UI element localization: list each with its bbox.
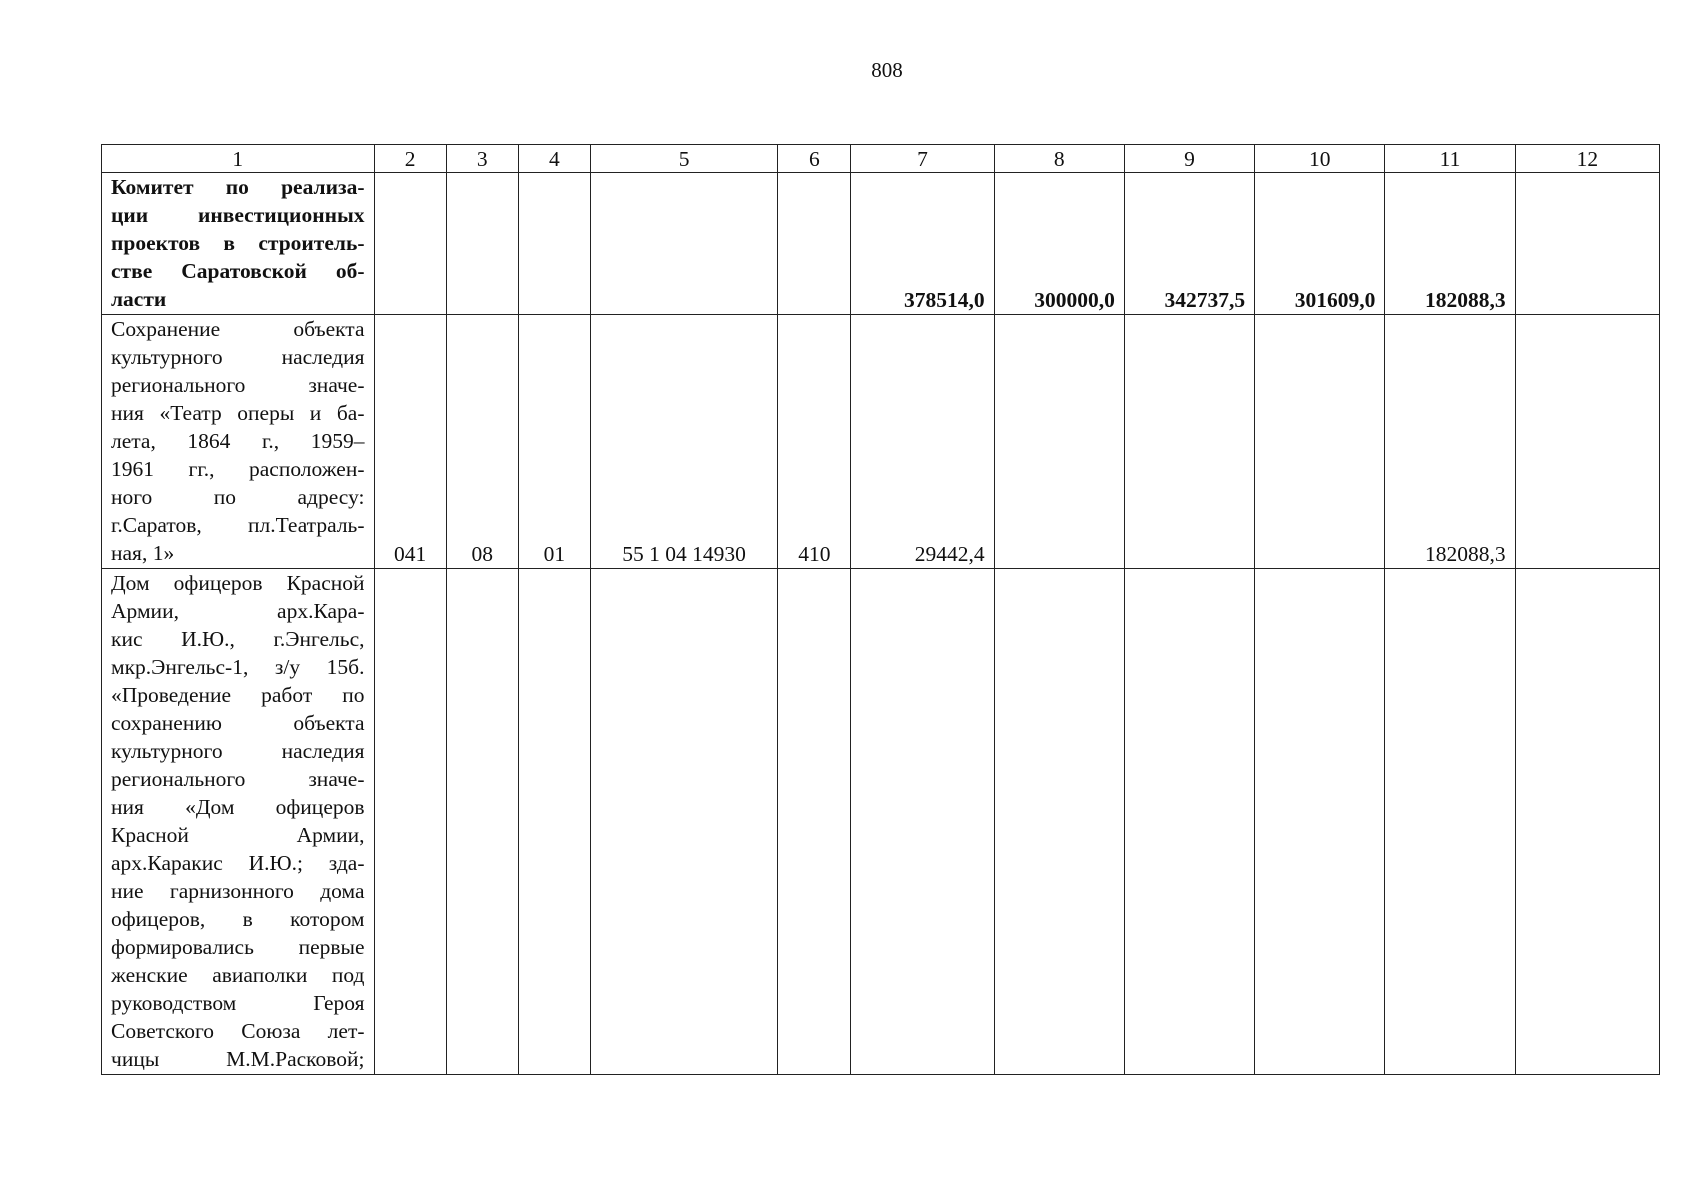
row-title-line: регионального значе- — [111, 373, 365, 397]
cell-col5: 55 1 04 14930 — [590, 315, 777, 569]
cell-col3: 08 — [446, 315, 518, 569]
row-title-line: женские авиаполки под — [111, 963, 365, 987]
cell-col7 — [851, 569, 994, 1075]
row-title-line: «Проведение работ по — [111, 683, 365, 707]
row-title-line: ная, 1» — [111, 541, 175, 565]
row-title-line: кис И.Ю., г.Энгельс, — [111, 627, 365, 651]
cell-col7: 29442,4 — [851, 315, 994, 569]
cell-col11 — [1385, 569, 1515, 1075]
cell-col5 — [590, 173, 777, 315]
column-numbers-row — [102, 145, 1660, 173]
column-number: 3 — [446, 145, 518, 173]
cell-col9 — [1124, 315, 1254, 569]
cell-col8: 300000,0 — [994, 173, 1124, 315]
row-title-line: лета, 1864 г., 1959– — [111, 429, 365, 453]
cell-col4 — [518, 173, 590, 315]
row-title-line: ного по адресу: — [111, 485, 365, 509]
row-title-line: Комитет по реализа- — [111, 175, 365, 199]
row-title-line: стве Саратовской об- — [111, 259, 365, 283]
column-number: 11 — [1385, 145, 1515, 173]
cell-col7: 378514,0 — [851, 173, 994, 315]
table-row-committee — [102, 173, 1660, 315]
cell-col11: 182088,3 — [1385, 315, 1515, 569]
table-row-officers-house — [102, 569, 1660, 1075]
cell-col3 — [446, 173, 518, 315]
cell-col9 — [1124, 569, 1254, 1075]
column-number: 2 — [374, 145, 446, 173]
column-number: 9 — [1124, 145, 1254, 173]
row-title-line: Советского Союза лет- — [111, 1019, 365, 1043]
column-number: 5 — [590, 145, 777, 173]
cell-col12 — [1515, 569, 1659, 1075]
row-title-line: ния «Дом офицеров — [111, 795, 365, 819]
cell-col2 — [374, 173, 446, 315]
column-number: 1 — [102, 145, 375, 173]
cell-col11: 182088,3 — [1385, 173, 1515, 315]
row-title-cell — [102, 315, 375, 569]
cell-col6 — [778, 569, 851, 1075]
row-title-line: Сохранение объекта — [111, 317, 365, 341]
row-title-line: ции инвестиционных — [111, 203, 365, 227]
cell-col9: 342737,5 — [1124, 173, 1254, 315]
budget-table — [101, 144, 1660, 1075]
cell-col12 — [1515, 315, 1659, 569]
column-number: 10 — [1255, 145, 1385, 173]
cell-col6: 410 — [778, 315, 851, 569]
row-title-line: регионального значе- — [111, 767, 365, 791]
row-title-line: руководством Героя — [111, 991, 365, 1015]
row-title-line: культурного наследия — [111, 345, 365, 369]
row-title-line: проектов в строитель- — [111, 231, 365, 255]
column-number: 12 — [1515, 145, 1659, 173]
column-number: 6 — [778, 145, 851, 173]
row-title-line: Дом офицеров Красной — [111, 571, 365, 595]
row-title-line: офицеров, в котором — [111, 907, 365, 931]
cell-col10 — [1255, 569, 1385, 1075]
row-title-line: культурного наследия — [111, 739, 365, 763]
table-row-opera-theatre — [102, 315, 1660, 569]
cell-col4: 01 — [518, 315, 590, 569]
column-number: 4 — [518, 145, 590, 173]
cell-col10 — [1255, 315, 1385, 569]
row-title-line: Армии, арх.Кара- — [111, 599, 365, 623]
cell-col2 — [374, 569, 446, 1075]
row-title-line: арх.Каракис И.Ю.; зда- — [111, 851, 365, 875]
cell-col10: 301609,0 — [1255, 173, 1385, 315]
row-title-line: формировались первые — [111, 935, 365, 959]
row-title-line: сохранению объекта — [111, 711, 365, 735]
row-title-line: ния «Театр оперы и ба- — [111, 401, 365, 425]
row-title-line: ласти — [111, 287, 167, 311]
row-title-line: мкр.Энгельс-1, з/у 15б. — [111, 655, 365, 679]
row-title-line: Красной Армии, — [111, 823, 365, 847]
cell-col2: 041 — [374, 315, 446, 569]
cell-col8 — [994, 569, 1124, 1075]
row-title-cell — [102, 569, 375, 1075]
row-title-line: ние гарнизонного дома — [111, 879, 365, 903]
cell-col4 — [518, 569, 590, 1075]
row-title-cell — [102, 173, 375, 315]
cell-col8 — [994, 315, 1124, 569]
row-title-line: 1961 гг., расположен- — [111, 457, 365, 481]
row-title-line: чицы М.М.Расковой; — [111, 1047, 365, 1071]
cell-col5 — [590, 569, 777, 1075]
row-title-line: г.Саратов, пл.Театраль- — [111, 513, 365, 537]
page-number: 808 — [871, 58, 903, 82]
cell-col6 — [778, 173, 851, 315]
cell-col3 — [446, 569, 518, 1075]
column-number: 8 — [994, 145, 1124, 173]
column-number: 7 — [851, 145, 994, 173]
cell-col12 — [1515, 173, 1659, 315]
